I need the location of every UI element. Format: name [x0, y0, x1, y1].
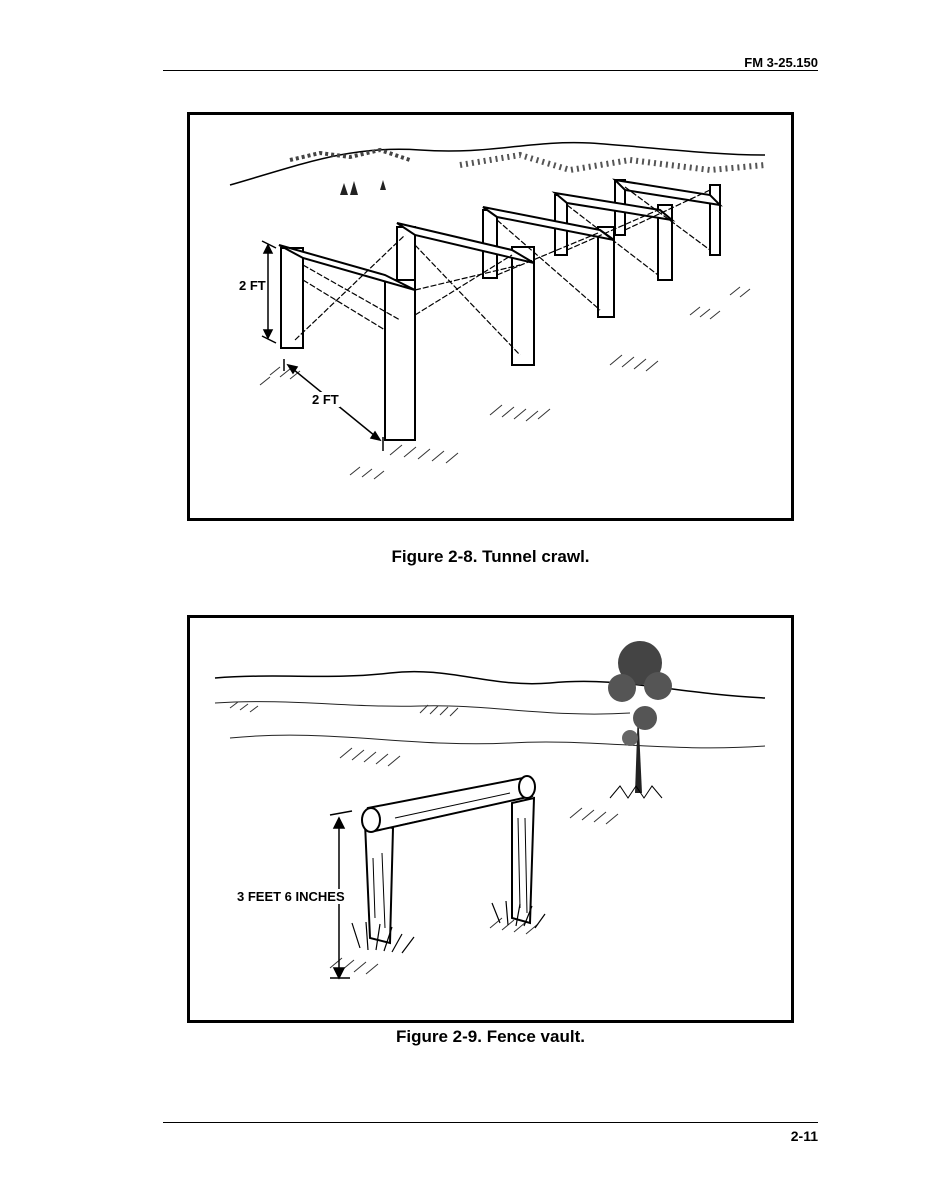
tunnel-height-label: 2 FT — [239, 278, 266, 293]
page-number: 2-11 — [790, 1128, 818, 1144]
fence-height-label: 3 FEET 6 INCHES — [237, 889, 345, 904]
header-rule — [163, 70, 818, 71]
figure-2-9-caption: Figure 2-9. Fence vault. — [396, 1027, 585, 1046]
figure-2-8-caption: Figure 2-8. Tunnel crawl. — [391, 547, 590, 566]
footer-rule — [163, 1122, 818, 1123]
tunnel-width-label: 2 FT — [312, 392, 339, 407]
tunnel-crawl-drawing — [190, 115, 791, 518]
fence-vault-drawing — [190, 618, 791, 1020]
document-id: FM 3-25.150 — [744, 55, 818, 70]
fence-vault-illustration — [187, 615, 794, 1023]
tunnel-crawl-illustration — [187, 112, 794, 521]
